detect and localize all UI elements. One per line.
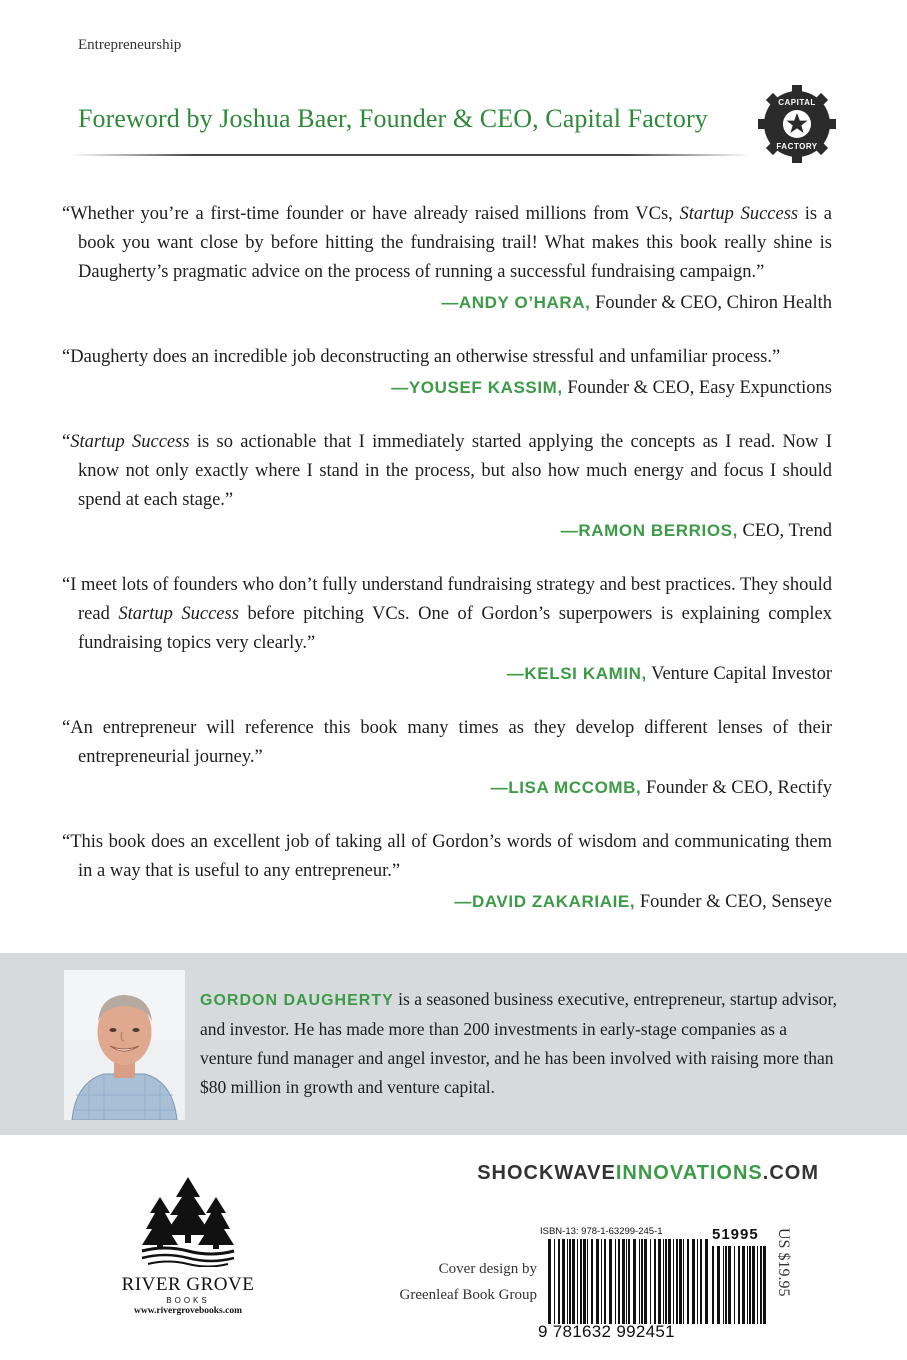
author-bio-text: is a seasoned business executive, entrepreneur, startup advisor, and investor. He has made more than 200 investments in early-stage companies as a venture fund manager and angel investor, and he has been involved with raising more than $80 million in growth and venture capital. (200, 989, 838, 1097)
barcode-bar (591, 1239, 593, 1324)
barcode-bar (663, 1239, 664, 1324)
testimonial (62, 200, 832, 318)
barcode-bar (665, 1239, 667, 1324)
quote-role: Founder & CEO, Chiron Health (595, 293, 832, 313)
barcode-bar (723, 1246, 724, 1324)
author-name: GORDON DAUGHERTY (200, 992, 394, 1009)
divider-rule (70, 154, 750, 156)
quote-role: Founder & CEO, Easy Expunctions (567, 378, 832, 398)
isbn-label: ISBN-13: 978-1-63299-245-1 (540, 1226, 663, 1237)
barcode-bar (650, 1239, 651, 1324)
publisher-url[interactable]: www.rivergrovebooks.com (133, 1306, 242, 1316)
barcode-bar (580, 1239, 582, 1324)
quote-role: Founder & CEO, Rectify (645, 778, 832, 798)
barcode-bar (626, 1239, 627, 1324)
barcode-bar (641, 1239, 643, 1324)
quote-author: —YOUSEF KASSIM, (391, 378, 563, 397)
barcode-bar (687, 1239, 689, 1324)
barcode-bar (668, 1239, 671, 1324)
quote-text: “Startup Success is so actionable that I immediately started applying the concepts as I read. Now I know not only exactly where I stand in the process, but also how much energy and focus I should spend at each stage.” (62, 432, 832, 510)
cover-credit-line2: Greenleaf Book Group (399, 1287, 537, 1303)
barcode-bar (725, 1246, 727, 1324)
quote-role: CEO, Trend (742, 521, 832, 541)
badge-top-text: CAPITAL (778, 98, 816, 107)
quote-text: “I meet lots of founders who don’t fully understand fundraising strategy and best practices. They should read Startup Success before pitching VCs. One of Gordon’s superpowers is explaining complex fundraising topics very clearly.” (62, 575, 833, 653)
testimonial (62, 571, 832, 689)
price-label: US $19.95 (775, 1228, 792, 1297)
quote-attribution (62, 373, 832, 403)
publisher-name: RIVER GROVE (121, 1274, 255, 1295)
barcode-bar (757, 1246, 758, 1324)
barcode-bar (558, 1239, 560, 1324)
quote-author: —DAVID ZAKARIAIE, (454, 892, 636, 911)
barcode-bar (692, 1239, 695, 1324)
barcode-bar (679, 1239, 682, 1324)
barcode-bar (760, 1246, 762, 1324)
capital-factory-badge (758, 85, 836, 163)
barcode-bar (596, 1239, 599, 1324)
isbn-digits: 9 781632 992451 (538, 1322, 675, 1341)
quote-text: “This book does an excellent job of taking all of Gordon’s words of wisdom and communicating them in a way that is useful to any entrepreneur.” (62, 832, 832, 881)
barcode-bar (728, 1246, 731, 1324)
quote-author: —ANDY O’HARA, (441, 293, 591, 312)
barcode-bar (622, 1239, 625, 1324)
barcode-bar (658, 1239, 661, 1324)
publisher-sub: BOOKS (166, 1296, 210, 1305)
barcode-bar (749, 1246, 751, 1324)
quote-role: Founder & CEO, Senseye (639, 892, 832, 912)
publisher-logo (118, 1175, 258, 1316)
barcode-bar (567, 1239, 568, 1324)
barcode-bar (604, 1239, 606, 1324)
barcode-bar (738, 1246, 740, 1324)
quote-text: “Daugherty does an incredible job deconstructing an otherwise stressful and unfamiliar process.” (62, 347, 781, 367)
barcode-bar (673, 1239, 674, 1324)
barcode-bar (712, 1246, 714, 1324)
barcode-bar (587, 1239, 588, 1324)
barcode-bar (601, 1239, 602, 1324)
quote-attribution (62, 773, 832, 803)
barcode-bar (742, 1246, 745, 1324)
testimonial (62, 714, 832, 803)
barcode-bar (633, 1239, 636, 1324)
barcode-bar (577, 1239, 578, 1324)
barcode-bar (615, 1239, 616, 1324)
testimonial (62, 828, 832, 917)
quote-author: —RAMON BERRIOS, (560, 521, 738, 540)
barcode-bar (763, 1246, 766, 1324)
barcode-bar (654, 1239, 656, 1324)
testimonial (62, 343, 832, 403)
author-photo (64, 970, 185, 1120)
barcode-bar (705, 1239, 708, 1324)
barcode-bar (628, 1239, 630, 1324)
barcode-bar (717, 1246, 720, 1324)
barcode-bar (548, 1239, 551, 1324)
author-bio (200, 985, 840, 1102)
quote-attribution (62, 659, 832, 689)
cover-credit (400, 1256, 537, 1308)
quote-text: “Whether you’re a first-time founder or have already raised millions from VCs, Startup Success is a book you want close by before hitting the fundraising trail! What makes this book really shine is Daugherty’s pragmatic advice on the process of running a successful fundraising campaign.” (62, 204, 832, 282)
barcode-bar (583, 1239, 586, 1324)
category-label: Entrepreneurship (78, 37, 182, 53)
barcode-bar (697, 1239, 698, 1324)
quote-author: —LISA MCCOMB, (490, 778, 642, 797)
website-url[interactable]: SHOCKWAVEINNOVATIONS.COM (477, 1162, 819, 1184)
testimonials (62, 200, 832, 942)
barcode-bar (569, 1239, 571, 1324)
barcode-bar (734, 1246, 735, 1324)
isbn-barcode (548, 1239, 708, 1324)
price-code: 51995 (712, 1226, 759, 1243)
barcode-bar (572, 1239, 575, 1324)
barcode-bar (609, 1239, 612, 1324)
barcode-bar (554, 1239, 555, 1324)
testimonial (62, 428, 832, 546)
cover-credit-line1: Cover design by (438, 1261, 537, 1277)
barcode-bar (562, 1239, 565, 1324)
quote-attribution (62, 887, 832, 917)
barcode-bar (618, 1239, 620, 1324)
barcode-bar (700, 1239, 702, 1324)
quote-attribution (62, 288, 832, 318)
price-barcode (712, 1246, 766, 1324)
quote-role: Venture Capital Investor (651, 664, 832, 684)
barcode-bar (683, 1239, 684, 1324)
pine-trees-icon (138, 1175, 238, 1267)
quote-text: “An entrepreneur will reference this book many times as they develop different lenses of their entrepreneurial journey.” (62, 718, 832, 767)
barcode-bar (676, 1239, 678, 1324)
barcode-bar (747, 1246, 748, 1324)
barcode-bar (644, 1239, 647, 1324)
foreword-line: Foreword by Joshua Baer, Founder & CEO, Capital Factory (78, 104, 708, 133)
quote-attribution (62, 516, 832, 546)
barcode-bar (752, 1246, 755, 1324)
badge-bottom-text: FACTORY (776, 142, 818, 151)
quote-author: —KELSI KAMIN, (506, 664, 647, 683)
barcode-bar (639, 1239, 640, 1324)
